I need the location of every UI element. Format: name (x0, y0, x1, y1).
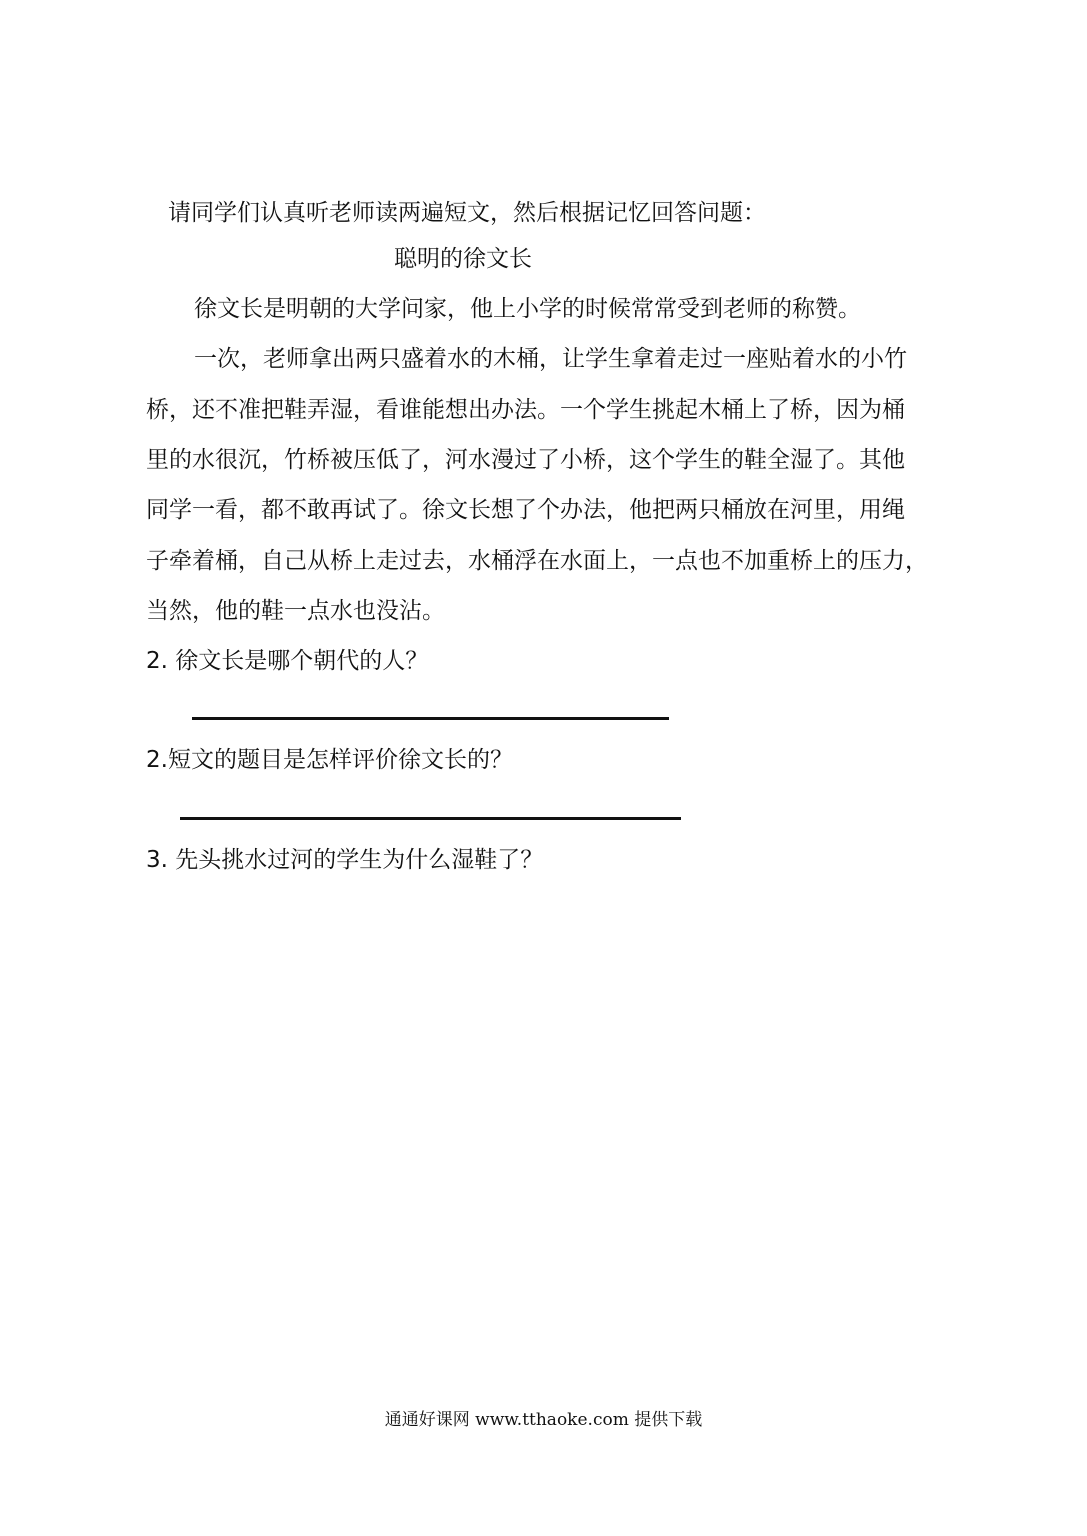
instruction-text: 请同学们认真听老师读两遍短文，然后根据记忆回答问题： (168, 200, 766, 226)
passage-paragraph-2-line-2: 桥，还不准把鞋弄湿，看谁能想出办法。一个学生挑起木桶上了桥，因为桶 (146, 397, 905, 423)
passage-paragraph-1: 徐文长是明朝的大学问家，他上小学的时候常常受到老师的称赞。 (194, 296, 861, 322)
passage-paragraph-2-line-5: 子牵着桶，自己从桥上走过去，水桶浮在水面上，一点也不加重桥上的压力， (146, 548, 928, 574)
answer-line-1 (192, 717, 669, 720)
answer-line-2 (180, 817, 681, 820)
passage-paragraph-2-line-1: 一次，老师拿出两只盛着水的木桶，让学生拿着走过一座贴着水的小竹 (194, 346, 907, 372)
question-3: 3. 先头挑水过河的学生为什么湿鞋了？ (146, 847, 544, 873)
passage-title: 聪明的徐文长 (394, 246, 532, 272)
question-1: 2. 徐文长是哪个朝代的人？ (146, 648, 429, 674)
footer-text: 通通好课网 www.tthaoke.com 提供下载 (384, 1410, 703, 1430)
passage-paragraph-2-line-3: 里的水很沉，竹桥被压低了，河水漫过了小桥，这个学生的鞋全湿了。其他 (146, 447, 905, 473)
passage-paragraph-2-line-4: 同学一看，都不敢再试了。徐文长想了个办法，他把两只桶放在河里，用绳 (146, 497, 905, 523)
passage-paragraph-2-line-6: 当然，他的鞋一点水也没沾。 (146, 598, 445, 624)
question-2: 2.短文的题目是怎样评价徐文长的？ (146, 747, 513, 773)
